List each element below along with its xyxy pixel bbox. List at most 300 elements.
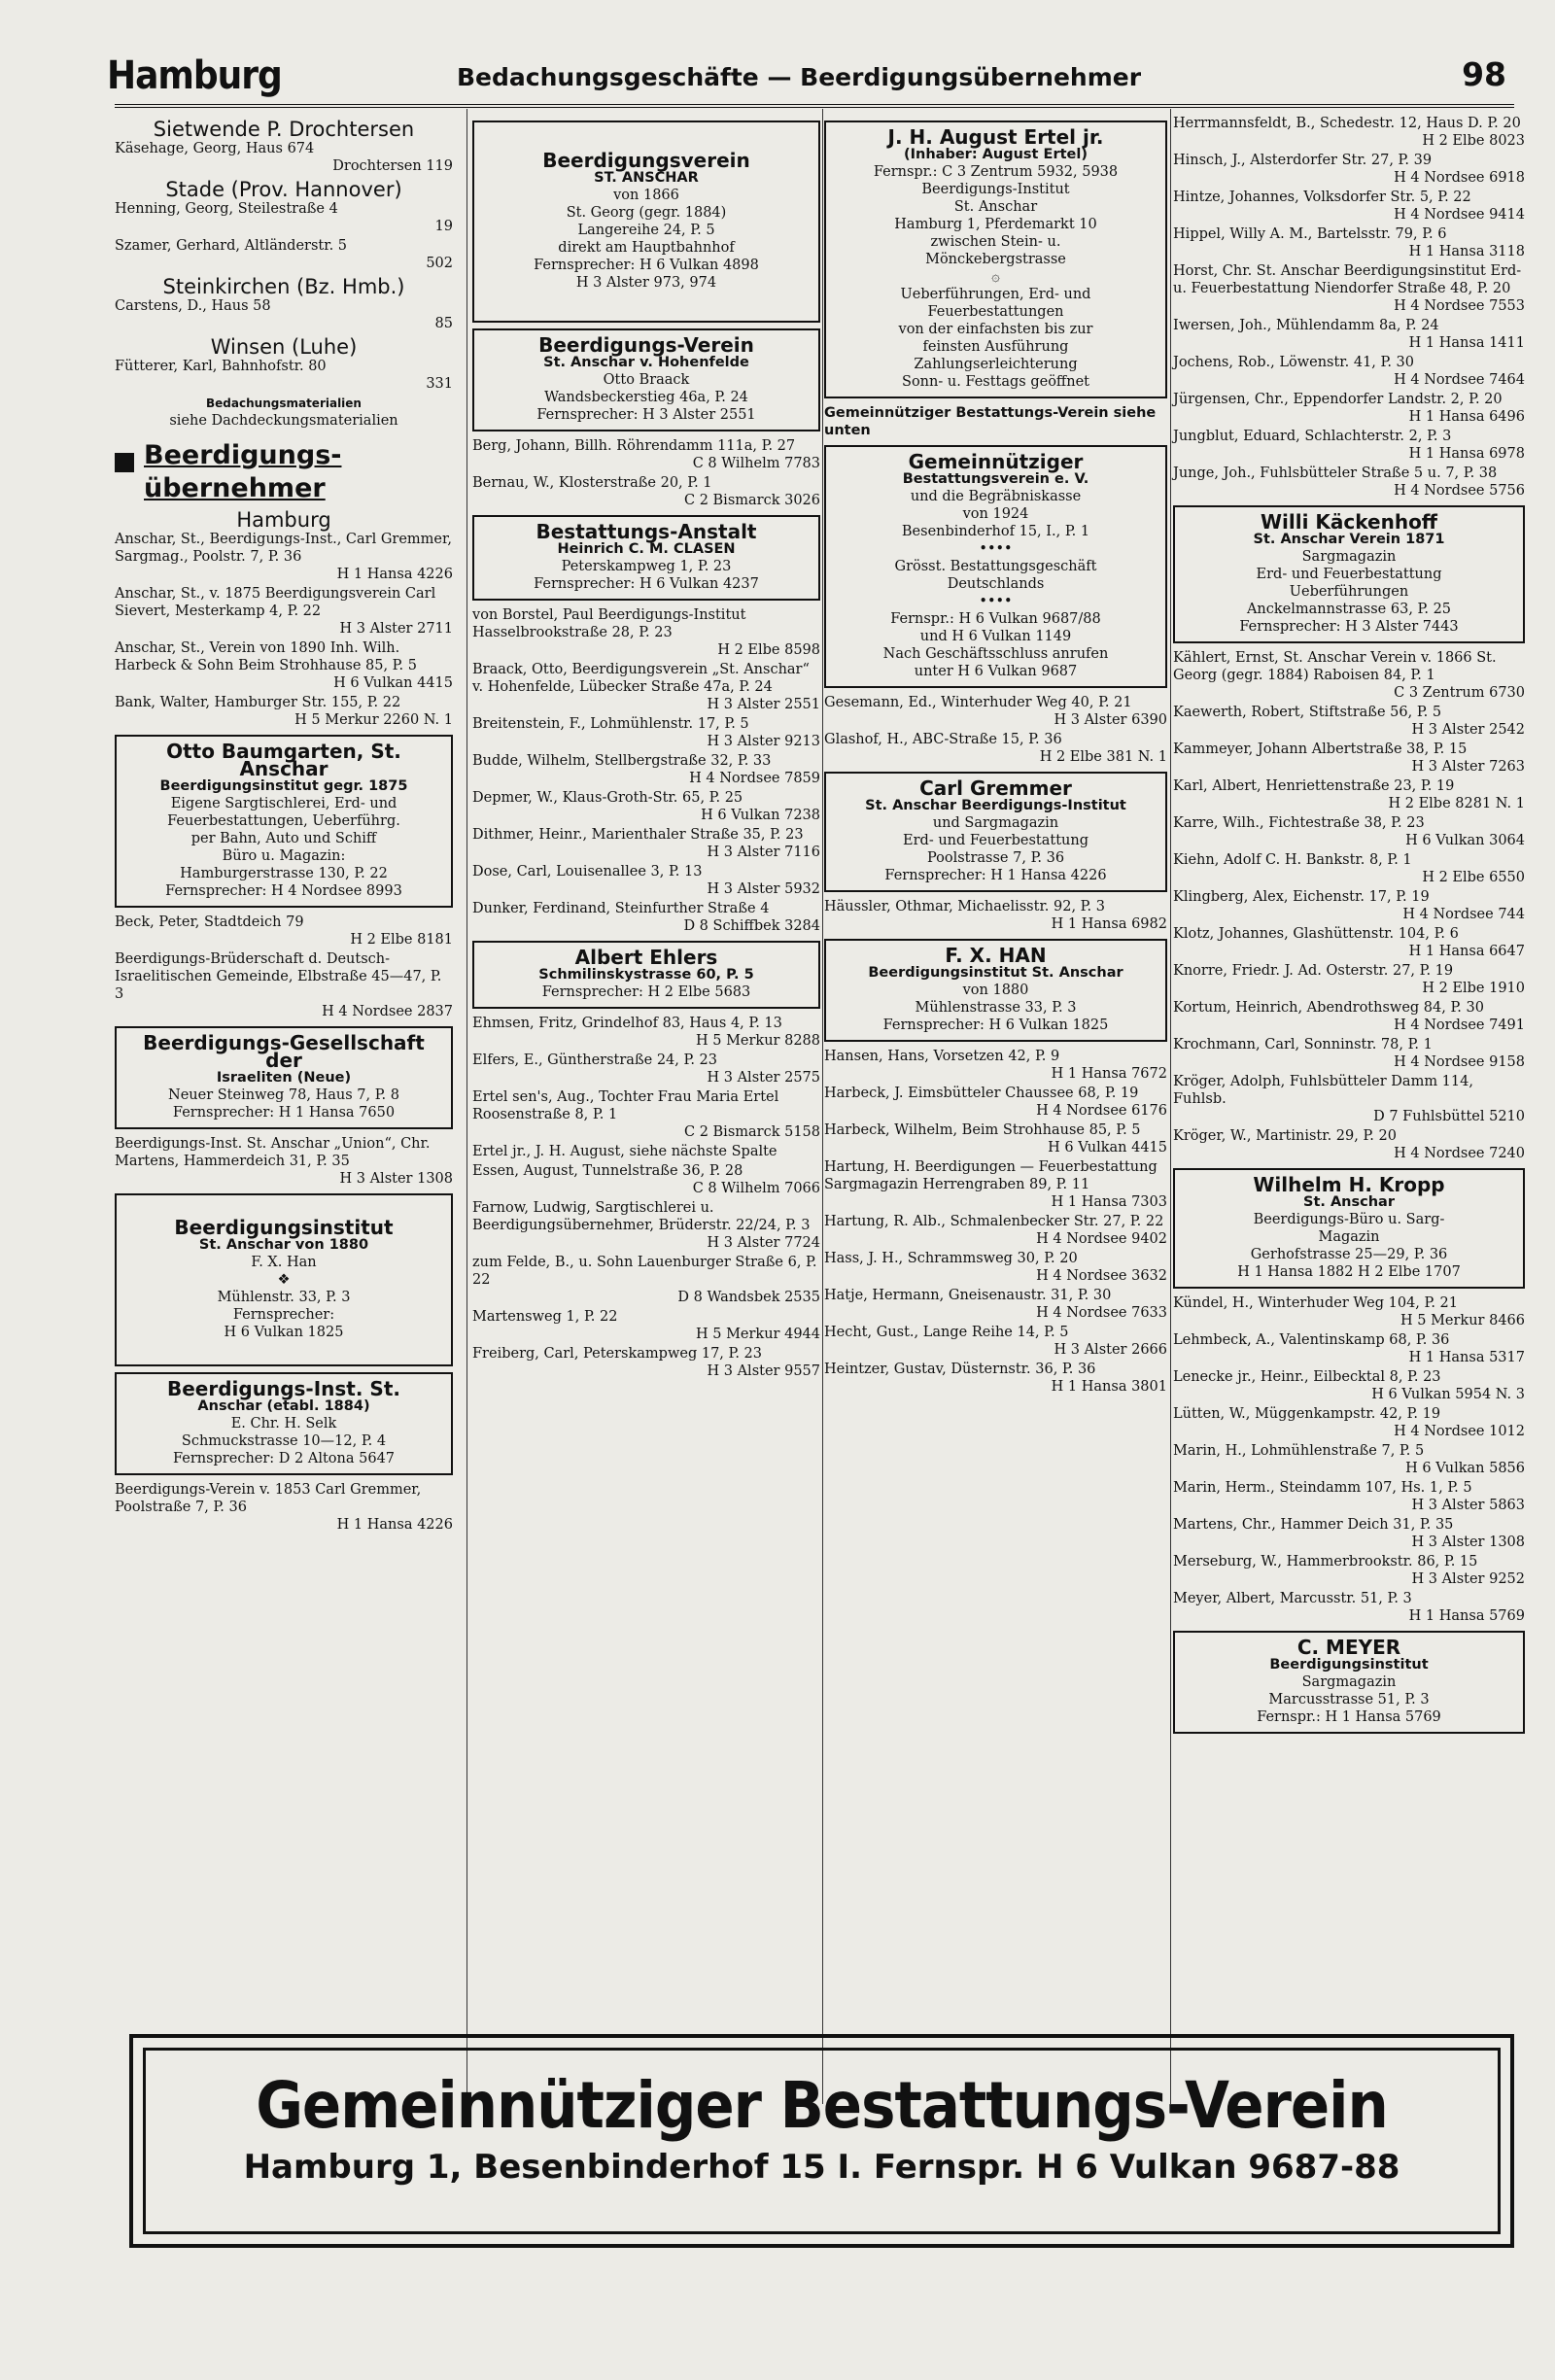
- entry-text: Dose, Carl, Louisenallee 3, P. 13: [472, 864, 703, 880]
- entry-text: Breitenstein, F., Lohmühlenstr. 17, P. 5: [472, 716, 749, 732]
- entry-phone: H 1 Hansa 4226: [336, 567, 453, 582]
- entry-text: Martensweg 1, P. 22: [472, 1309, 618, 1325]
- entry-text: Hinsch, J., Alsterdorfer Str. 27, P. 39: [1173, 153, 1433, 168]
- entry-phone: H 4 Nordsee 9414: [1394, 207, 1525, 223]
- ad-line: Schmuckstrasse 10—12, P. 4: [181, 1433, 387, 1449]
- directory-entry: [1173, 354, 1525, 389]
- entry-list: [115, 200, 453, 272]
- ad-fx-han: [824, 939, 1167, 1042]
- ad-line: Fernsprecher: H 6 Vulkan 1825: [882, 1018, 1109, 1033]
- page-number: 98: [1462, 55, 1506, 93]
- ad-line: Beerdigungsinstitut gegr. 1875: [159, 778, 408, 794]
- entry-phone: H 6 Vulkan 5954 N. 3: [1371, 1387, 1525, 1402]
- ad-clasen: [472, 515, 820, 601]
- entry-phone: H 6 Vulkan 7238: [701, 808, 820, 823]
- entry-phone: H 1 Hansa 7303: [1051, 1194, 1167, 1210]
- ad-israeliten: [115, 1026, 453, 1129]
- directory-entry: [472, 900, 820, 935]
- ad-line: Marcusstrasse 51, P. 3: [1268, 1692, 1430, 1707]
- entry-phone: H 4 Nordsee 7633: [1036, 1305, 1167, 1321]
- entry-text: Ertel jr., J. H. August, siehe nächste Spalte: [472, 1144, 778, 1159]
- entry-text: Meyer, Albert, Marcusstr. 51, P. 3: [1173, 1591, 1412, 1606]
- ad-line: St. Anschar Verein 1871: [1253, 532, 1445, 547]
- directory-entry: [1173, 962, 1525, 997]
- directory-entry: [115, 694, 453, 729]
- entry-text: von Borstel, Paul Beerdigungs-Institut Hasselbrookstraße 28, P. 23: [472, 607, 746, 640]
- entry-phone: H 1 Hansa 1411: [1408, 335, 1525, 351]
- directory-entry: [472, 1052, 820, 1087]
- directory-entry: [1173, 428, 1525, 463]
- directory-entry: [824, 1085, 1167, 1120]
- directory-entry: [1173, 649, 1525, 702]
- entry-text: Jungblut, Eduard, Schlachterstr. 2, P. 3: [1173, 429, 1452, 444]
- entry-phone: H 4 Nordsee 7553: [1394, 298, 1525, 314]
- ad-selk: [115, 1372, 453, 1475]
- ad-line: Fernspr.: H 6 Vulkan 9687/88: [890, 611, 1101, 627]
- ad-line: feinsten Ausführung: [922, 339, 1069, 355]
- directory-entry: [824, 1287, 1167, 1322]
- entry-text: Hansen, Hans, Vorsetzen 42, P. 9: [824, 1049, 1060, 1064]
- entry-text: Klotz, Johannes, Glashüttenstr. 104, P. 6: [1173, 926, 1459, 942]
- ad-line: Langereihe 24, P. 5: [577, 223, 715, 238]
- entry-text: Bank, Walter, Hamburger Str. 155, P. 22: [115, 695, 401, 710]
- entry-text: Lehmbeck, A., Valentinskamp 68, P. 36: [1173, 1332, 1450, 1348]
- entry-list: [824, 694, 1167, 766]
- entry-text: Beck, Peter, Stadtdeich 79: [115, 914, 304, 930]
- directory-entry: [1173, 262, 1525, 315]
- ad-line: Fernsprecher: H 6 Vulkan 4898: [534, 258, 759, 273]
- entry-text: Heintzer, Gustav, Düsternstr. 36, P. 36: [824, 1362, 1096, 1377]
- entry-phone: C 8 Wilhelm 7066: [692, 1181, 820, 1196]
- entry-phone: H 2 Elbe 381 N. 1: [1039, 749, 1167, 765]
- entry-text: Beerdigungs-Brüderschaft d. Deutsch-Israelitischen Gemeinde, Elbstraße 45—47, P. 3: [115, 951, 442, 1002]
- ad-line: von 1880: [962, 983, 1029, 998]
- ad-line: Fernspr.: H 1 Hansa 5769: [1257, 1709, 1441, 1725]
- header-title: Bedachungsgeschäfte — Beerdigungsübernehmer: [457, 63, 1142, 91]
- ad-line: H 1 Hansa 1882 H 2 Elbe 1707: [1237, 1264, 1461, 1280]
- directory-entry: [1173, 1036, 1525, 1071]
- entry-phone: H 1 Hansa 5769: [1408, 1608, 1525, 1624]
- cross-reference: Gemeinnütziger Bestattungs-Verein siehe unten: [824, 405, 1157, 438]
- entry-text: Ertel sen's, Aug., Tochter Frau Maria Ertel Roosenstraße 8, P. 1: [472, 1089, 779, 1122]
- place-heading: Steinkirchen (Bz. Hmb.): [162, 275, 405, 298]
- ad-line: Peterskampweg 1, P. 23: [561, 559, 732, 574]
- directory-entry: [115, 1135, 453, 1188]
- page-header: [107, 53, 1506, 102]
- directory-entry: [824, 694, 1167, 729]
- entry-phone: H 4 Nordsee 7859: [689, 771, 820, 786]
- directory-entry: [1173, 1590, 1525, 1625]
- entry-text: Anschar, St., v. 1875 Beerdigungsverein Carl Sievert, Mesterkamp 4, P. 22: [115, 586, 436, 619]
- entry-list: [115, 358, 453, 393]
- entry-phone: H 4 Nordsee 744: [1402, 907, 1525, 922]
- ad-line: unter H 6 Vulkan 9687: [914, 664, 1078, 679]
- directory-entry: [115, 531, 453, 583]
- ad-line: Beerdigungsverein: [542, 149, 750, 172]
- entry-text: Gesemann, Ed., Winterhuder Weg 40, P. 21: [824, 695, 1132, 710]
- entry-list: [1173, 1294, 1525, 1625]
- directory-entry: [1173, 888, 1525, 923]
- ad-line: J. H. August Ertel jr.: [887, 125, 1104, 149]
- ad-ertel: [824, 121, 1167, 398]
- entry-phone: C 2 Bismarck 5158: [683, 1124, 820, 1140]
- entry-text: Hass, J. H., Schrammsweg 30, P. 20: [824, 1251, 1078, 1266]
- ad-line: Besenbinderhof 15, I., P. 1: [901, 524, 1090, 539]
- ad-line: Beerdigungsinstitut St. Anschar: [868, 965, 1123, 981]
- entry-text: Kröger, Adolph, Fuhlsbütteler Damm 114, Fuhlsb.: [1173, 1074, 1473, 1107]
- ad-line: Beerdigungs-Inst. St.: [167, 1377, 400, 1400]
- ad-line: Gerhofstrasse 25—29, P. 36: [1250, 1247, 1448, 1262]
- ad-line: Ueberführungen, Erd- und: [900, 287, 1091, 302]
- directory-entry: [472, 1308, 820, 1343]
- ad-line: Deutschlands: [947, 576, 1045, 592]
- ad-line: Feuerbestattungen, Ueberführg.: [167, 813, 400, 829]
- ad-line: Fernsprecher: H 1 Hansa 4226: [884, 868, 1107, 883]
- entry-text: Szamer, Gerhard, Altländerstr. 5: [115, 238, 348, 254]
- entry-text: Iwersen, Joh., Mühlendamm 8a, P. 24: [1173, 318, 1439, 333]
- entry-phone: H 1 Hansa 3801: [1051, 1379, 1167, 1395]
- entry-phone: D 7 Fuhlsbüttel 5210: [1373, 1109, 1525, 1124]
- ad-line: H 3 Alster 973, 974: [575, 275, 717, 291]
- directory-entry: [1173, 115, 1525, 150]
- entry-text: Hippel, Willy A. M., Bartelsstr. 79, P. 6: [1173, 226, 1447, 242]
- directory-entry: [1173, 999, 1525, 1034]
- entry-phone: D 8 Wandsbek 2535: [677, 1290, 820, 1305]
- entry-phone: 85: [434, 316, 453, 331]
- ad-line: Hamburgerstrasse 130, P. 22: [180, 866, 388, 881]
- ad-line: und H 6 Vulkan 1149: [919, 629, 1072, 644]
- entry-phone: 19: [434, 219, 453, 234]
- ad-line: Willi Käckenhoff: [1260, 510, 1438, 534]
- ad-kaeckenhoff: [1173, 505, 1525, 643]
- entry-phone: H 2 Elbe 8598: [717, 642, 820, 658]
- category-heading: Bedachungsmaterialien: [206, 397, 362, 410]
- ad-line: Fernsprecher: H 6 Vulkan 4237: [534, 576, 759, 592]
- directory-entry: [1173, 1442, 1525, 1477]
- entry-list: [1173, 115, 1525, 500]
- ad-line: Fernspr.: C 3 Zentrum 5932, 5938: [873, 164, 1119, 180]
- cross-reference: siehe Dachdeckungsmaterialien: [169, 413, 398, 429]
- entry-text: Hartung, R. Alb., Schmalenbecker Str. 27, P. 22: [824, 1214, 1164, 1229]
- entry-list: [472, 1015, 820, 1380]
- directory-entry: [472, 1199, 820, 1252]
- ad-line: ••••: [979, 594, 1013, 609]
- ad-line: von 1924: [962, 506, 1029, 522]
- entry-text: Marin, H., Lohmühlenstraße 7, P. 5: [1173, 1443, 1425, 1459]
- entry-phone: H 2 Elbe 8023: [1422, 133, 1525, 149]
- directory-entry: [1173, 465, 1525, 500]
- column-divider: [1170, 109, 1171, 2104]
- ad-line: Grösst. Bestattungsgeschäft: [894, 559, 1097, 574]
- ad-line: Feuerbestattungen: [927, 304, 1064, 320]
- entry-text: Käsehage, Georg, Haus 674: [115, 141, 315, 156]
- directory-entry: [1173, 1368, 1525, 1403]
- directory-entry: [115, 914, 453, 949]
- entry-phone: H 1 Hansa 7672: [1051, 1066, 1167, 1082]
- entry-phone: H 1 Hansa 6978: [1408, 446, 1525, 462]
- ad-line: Neuer Steinweg 78, Haus 7, P. 8: [168, 1087, 399, 1103]
- entry-phone: H 4 Nordsee 6918: [1394, 170, 1525, 186]
- ad-line: Sargmagazin: [1301, 549, 1397, 565]
- entry-phone: H 1 Hansa 3118: [1408, 244, 1525, 259]
- ad-line: Erd- und Feuerbestattung: [903, 833, 1088, 848]
- entry-phone: H 3 Alster 2711: [339, 621, 453, 637]
- directory-entry: [115, 200, 453, 235]
- ad-line: ۞: [991, 269, 1000, 285]
- entry-text: Kammeyer, Johann Albertstraße 38, P. 15: [1173, 742, 1468, 757]
- entry-phone: H 3 Alster 5863: [1411, 1498, 1525, 1513]
- directory-entry: [1173, 317, 1525, 352]
- bottom-advertisement-inner: [143, 2048, 1501, 2234]
- entry-text: Merseburg, W., Hammerbrookstr. 86, P. 15: [1173, 1554, 1478, 1569]
- directory-entry: [472, 1254, 820, 1306]
- ad-gremmer: [824, 772, 1167, 892]
- entry-text: Ehmsen, Fritz, Grindelhof 83, Haus 4, P. 13: [472, 1016, 782, 1031]
- directory-entry: [1173, 1516, 1525, 1551]
- directory-entry: [824, 731, 1167, 766]
- ad-line: St. Anschar: [953, 199, 1038, 215]
- entry-text: Anschar, St., Verein von 1890 Inh. Wilh. Harbeck & Sohn Beim Strohhause 85, P. 5: [115, 640, 417, 673]
- bottom-advertisement: [129, 2034, 1514, 2248]
- entry-text: Budde, Wilhelm, Stellbergstraße 32, P. 33: [472, 753, 772, 769]
- directory-entry: [1173, 225, 1525, 260]
- section-title-line1: Beerdigungs-: [144, 440, 342, 470]
- directory-entry: [115, 237, 453, 272]
- ad-line: Beerdigungsinstitut: [1269, 1657, 1429, 1673]
- entry-text: Kaewerth, Robert, Stiftstraße 56, P. 5: [1173, 705, 1442, 720]
- entry-text: Kortum, Heinrich, Abendrothsweg 84, P. 30: [1173, 1000, 1484, 1016]
- entry-text: Harbeck, Wilhelm, Beim Strohhause 85, P. 5: [824, 1122, 1141, 1138]
- entry-phone: H 3 Alster 2542: [1411, 722, 1525, 738]
- entry-text: Jochens, Rob., Löwenstr. 41, P. 30: [1173, 355, 1415, 370]
- entry-text: zum Felde, B., u. Sohn Lauenburger Straße 6, P. 22: [472, 1255, 817, 1288]
- entry-phone: H 4 Nordsee 3632: [1036, 1268, 1167, 1284]
- entry-text: Häussler, Othmar, Michaelisstr. 92, P. 3: [824, 899, 1105, 914]
- ad-line: Fernsprecher: H 3 Alster 2551: [536, 407, 756, 423]
- entry-phone: C 8 Wilhelm 7783: [692, 456, 820, 471]
- ad-kropp: [1173, 1168, 1525, 1289]
- entry-phone: H 5 Merkur 8288: [695, 1033, 820, 1049]
- entry-list: [115, 140, 453, 175]
- entry-phone: H 2 Elbe 1910: [1422, 981, 1525, 996]
- ad-line: E. Chr. H. Selk: [230, 1416, 337, 1431]
- ad-line: Sargmagazin: [1301, 1674, 1397, 1690]
- entry-phone: H 1 Hansa 6982: [1051, 916, 1167, 932]
- directory-entry: [1173, 741, 1525, 776]
- ad-line: H 6 Vulkan 1825: [224, 1325, 344, 1340]
- ad-line: ••••: [979, 541, 1013, 557]
- section-bullet-icon: [115, 453, 134, 472]
- entry-text: Berg, Johann, Billh. Röhrendamm 111a, P. 27: [472, 438, 796, 454]
- entry-text: Henning, Georg, Steilestraße 4: [115, 201, 338, 217]
- ad-gemeinnuetziger: [824, 445, 1167, 688]
- directory-entry: [1173, 1073, 1525, 1125]
- column-divider: [822, 109, 823, 2104]
- directory-entry: [472, 789, 820, 824]
- entry-phone: Drochtersen 119: [332, 158, 453, 174]
- directory-entry: [472, 661, 820, 713]
- entry-text: Klingberg, Alex, Eichenstr. 17, P. 19: [1173, 889, 1430, 905]
- entry-text: Martens, Chr., Hammer Deich 31, P. 35: [1173, 1517, 1454, 1533]
- entry-text: Braack, Otto, Beerdigungsverein „St. Anschar“ v. Hohenfelde, Lübecker Straße 47a, P. 24: [472, 662, 810, 695]
- ad-line: Fernsprecher: H 2 Elbe 5683: [541, 984, 751, 1000]
- entry-text: Kündel, H., Winterhuder Weg 104, P. 21: [1173, 1295, 1459, 1311]
- entry-phone: H 3 Alster 2551: [707, 697, 820, 712]
- ad-braack: [472, 328, 820, 431]
- entry-phone: C 2 Bismarck 3026: [683, 493, 820, 508]
- entry-text: Kröger, W., Martinistr. 29, P. 20: [1173, 1128, 1397, 1144]
- bottom-ad-title: Gemeinnütziger Bestattungs-Verein: [256, 2068, 1388, 2143]
- entry-phone: H 6 Vulkan 4415: [333, 675, 453, 691]
- ad-line: Fernsprecher:: [232, 1307, 335, 1323]
- entry-text: Knorre, Friedr. J. Ad. Osterstr. 27, P. 19: [1173, 963, 1454, 979]
- entry-phone: H 2 Elbe 6550: [1422, 870, 1525, 885]
- ad-line: Anschar (etabl. 1884): [197, 1398, 370, 1414]
- entry-text: Hecht, Gust., Lange Reihe 14, P. 5: [824, 1325, 1069, 1340]
- directory-entry: [824, 1250, 1167, 1285]
- entry-phone: H 4 Nordsee 1012: [1394, 1424, 1525, 1439]
- ad-line: St. Anschar: [1303, 1194, 1395, 1210]
- ad-line: Bestattungsverein e. V.: [902, 471, 1089, 487]
- ad-baumgarten: [115, 735, 453, 908]
- ad-line: Otto Baumgarten, St. Anschar: [166, 740, 401, 780]
- ad-line: und die Begräbniskasse: [910, 489, 1082, 504]
- entry-phone: H 2 Elbe 8281 N. 1: [1388, 796, 1525, 811]
- entry-text: Hatje, Hermann, Gneisenaustr. 31, P. 30: [824, 1288, 1112, 1303]
- ad-line: St. Anschar von 1880: [198, 1237, 369, 1253]
- directory-entry: [1173, 1127, 1525, 1162]
- entry-phone: H 4 Nordsee 9402: [1036, 1231, 1167, 1247]
- bottom-ad-subtitle: Hamburg 1, Besenbinderhof 15 I. Fernspr. H 6 Vulkan 9687-88: [243, 2148, 1400, 2187]
- entry-list: [824, 1048, 1167, 1396]
- entry-phone: H 3 Alster 9213: [707, 734, 820, 749]
- directory-entry: [824, 898, 1167, 933]
- ad-meyer: [1173, 1631, 1525, 1734]
- entry-list: [115, 297, 453, 332]
- entry-text: Karl, Albert, Henriettenstraße 23, P. 19: [1173, 778, 1455, 794]
- ad-line: Ueberführungen: [1289, 584, 1409, 600]
- directory-entry: [472, 1143, 820, 1160]
- entry-text: Carstens, D., Haus 58: [115, 298, 271, 314]
- entry-phone: H 1 Hansa 5317: [1408, 1350, 1525, 1365]
- ad-line: C. MEYER: [1296, 1636, 1401, 1659]
- entry-list: [115, 1135, 453, 1188]
- ad-ehlers: [472, 941, 820, 1009]
- ad-line: Mühlenstrasse 33, P. 3: [915, 1000, 1077, 1016]
- entry-text: Marin, Herm., Steindamm 107, Hs. 1, P. 5: [1173, 1480, 1472, 1496]
- directory-entry: [1173, 1294, 1525, 1329]
- entry-phone: H 2 Elbe 8181: [350, 932, 453, 948]
- entry-phone: H 5 Merkur 4944: [695, 1327, 820, 1342]
- ad-line: F. X. Han: [251, 1255, 317, 1270]
- ad-line: Carl Gremmer: [919, 776, 1072, 800]
- ad-line: Wilhelm H. Kropp: [1253, 1173, 1445, 1196]
- directory-entry: [472, 474, 820, 509]
- directory-entry: [1173, 189, 1525, 224]
- entry-text: Anschar, St., Beerdigungs-Inst., Carl Gremmer, Sargmag., Poolstr. 7, P. 36: [115, 532, 452, 565]
- directory-entry: [472, 826, 820, 861]
- entry-text: Freiberg, Carl, Peterskampweg 17, P. 23: [472, 1346, 763, 1362]
- ad-line: von 1866: [613, 188, 679, 203]
- entry-text: Kiehn, Adolf C. H. Bankstr. 8, P. 1: [1173, 852, 1412, 868]
- entry-phone: H 3 Alster 9557: [707, 1363, 820, 1379]
- ad-line: Hamburg 1, Pferdemarkt 10: [894, 217, 1097, 232]
- ad-line: Beerdigungs-Institut: [921, 182, 1070, 197]
- entry-phone: 502: [426, 256, 453, 271]
- directory-entry: [472, 863, 820, 898]
- header-city: Hamburg: [107, 53, 282, 98]
- entry-text: Junge, Joh., Fuhlsbütteler Straße 5 u. 7, P. 38: [1173, 466, 1498, 481]
- directory-entry: [472, 1162, 820, 1197]
- entry-phone: H 4 Nordsee 5756: [1394, 483, 1525, 499]
- header-rule: [115, 104, 1514, 108]
- entry-list: [472, 437, 820, 509]
- entry-phone: H 3 Alster 7724: [707, 1235, 820, 1251]
- entry-text: Dithmer, Heinr., Marienthaler Straße 35, P. 23: [472, 827, 804, 843]
- entry-phone: H 3 Alster 6390: [1054, 712, 1167, 728]
- directory-entry: [472, 1088, 820, 1141]
- directory-entry: [115, 639, 453, 692]
- directory-entry: [1173, 1553, 1525, 1588]
- ad-line: zwischen Stein- u.: [930, 234, 1061, 250]
- directory-entry: [1173, 814, 1525, 849]
- entry-list: [115, 531, 453, 729]
- directory-entry: [115, 140, 453, 175]
- directory-entry: [1173, 1405, 1525, 1440]
- ad-line: Beerdigungsinstitut: [174, 1216, 394, 1239]
- column-divider: [466, 109, 467, 2104]
- ad-line: Schmilinskystrasse 60, P. 5: [538, 967, 754, 983]
- ad-line: Anckelmannstrasse 63, P. 25: [1246, 602, 1452, 617]
- place-heading: Sietwende P. Drochtersen: [153, 118, 415, 141]
- entry-list: [115, 914, 453, 1020]
- directory-entry: [1173, 1479, 1525, 1514]
- ad-line: (Inhaber: August Ertel): [904, 147, 1088, 162]
- entry-phone: H 3 Alster 1308: [1411, 1535, 1525, 1550]
- directory-entry: [1173, 152, 1525, 187]
- section-heading: [115, 439, 453, 505]
- entry-list: [824, 898, 1167, 933]
- entry-phone: H 3 Alster 7116: [707, 845, 820, 860]
- ad-line: Gemeinnütziger: [908, 450, 1084, 473]
- ad-line: St. Georg (gegr. 1884): [566, 205, 727, 221]
- entry-text: Essen, August, Tunnelstraße 36, P. 28: [472, 1163, 743, 1179]
- entry-phone: D 8 Schiffbek 3284: [683, 918, 820, 934]
- ad-line: Mönckebergstrasse: [925, 252, 1066, 267]
- entry-text: Herrmannsfeldt, B., Schedestr. 12, Haus D. P. 20: [1173, 116, 1521, 131]
- entry-text: Elfers, E., Güntherstraße 24, P. 23: [472, 1052, 717, 1068]
- entry-text: Hartung, H. Beerdigungen — Feuerbestattung Sargmagazin Herrengraben 89, P. 11: [824, 1159, 1158, 1192]
- entry-phone: C 3 Zentrum 6730: [1394, 685, 1525, 701]
- directory-entry: [472, 1015, 820, 1050]
- directory-entry: [472, 606, 820, 659]
- ad-line: Erd- und Feuerbestattung: [1256, 567, 1442, 582]
- ad-line: Bestattungs-Anstalt: [536, 520, 757, 543]
- ad-line: ST. ANSCHAR: [594, 170, 699, 186]
- ad-line: Heinrich C. M. CLASEN: [557, 541, 736, 557]
- entry-text: Depmer, W., Klaus-Groth-Str. 65, P. 25: [472, 790, 743, 806]
- entry-text: Harbeck, J. Eimsbütteler Chaussee 68, P. 19: [824, 1086, 1139, 1101]
- entry-phone: H 6 Vulkan 3064: [1405, 833, 1525, 848]
- ad-line: Fernsprecher: H 4 Nordsee 8993: [165, 883, 402, 899]
- directory-entry: [1173, 391, 1525, 426]
- ad-line: Beerdigungs-Büro u. Sarg-: [1253, 1212, 1445, 1227]
- ad-line: Albert Ehlers: [574, 946, 718, 969]
- directory-entry: [824, 1213, 1167, 1248]
- directory-entry: [824, 1158, 1167, 1211]
- directory-entry: [472, 1345, 820, 1380]
- ad-line: von der einfachsten bis zur: [898, 322, 1093, 337]
